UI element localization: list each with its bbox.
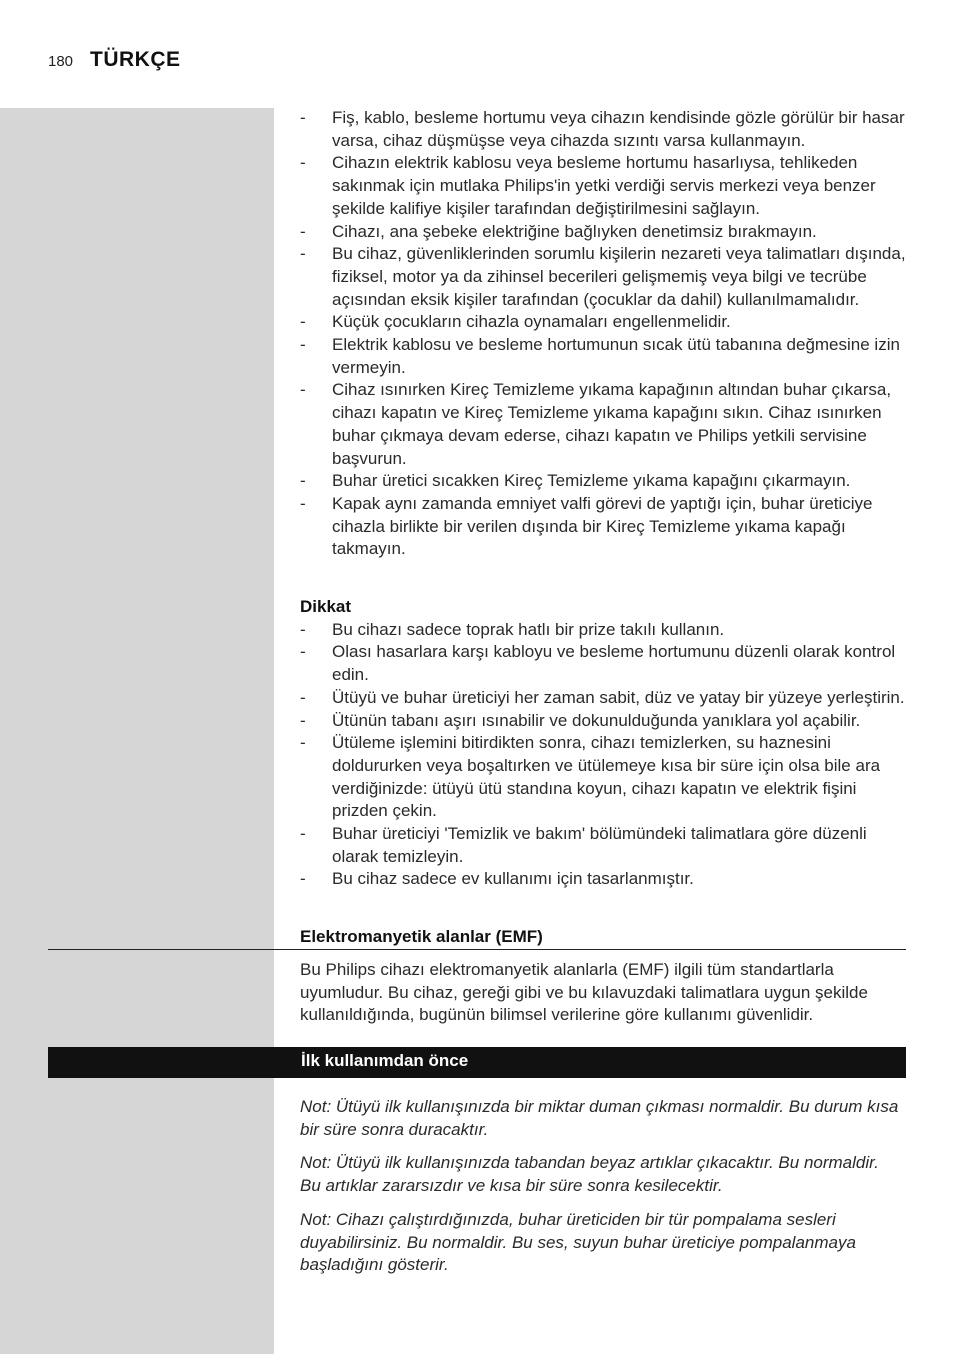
list-item: - Bu cihazı sadece toprak hatlı bir prize takılı kullanın. <box>300 619 910 642</box>
list-item: - Cihaz ısınırken Kireç Temizleme yıkama kapağının altından buhar çıkarsa, cihazı kapatın ve Kireç Temizleme yıkama kapağını sıkın. Cihaz ısınırken buhar çıkmaya devam ederse, cihazı kapatın ve Philips yetkili servisine başvurun. <box>300 379 910 470</box>
list-item: - Buhar üreticiyi 'Temizlik ve bakım' bölümündeki talimatlara göre düzenli olarak temizleyin. <box>300 823 910 868</box>
list-item: - Cihazı, ana şebeke elektriğine bağlıyken denetimsiz bırakmayın. <box>300 221 910 244</box>
caution-section <box>300 596 910 891</box>
caution-list <box>300 619 910 891</box>
list-item: - Ütüyü ve buhar üreticiyi her zaman sabit, düz ve yatay bir yüzeye yerleştirin. <box>300 687 910 710</box>
list-item: - Küçük çocukların cihazla oynamaları engellenmelidir. <box>300 311 910 334</box>
note-paragraph: Not: Cihazı çalıştırdığınızda, buhar üreticiden bir tür pompalama sesleri duyabilirsiniz. Bu normaldir. Bu ses, suyun buhar üreticiye pompalanmaya başladığını gösterir. <box>300 1209 856 1275</box>
left-margin-panel <box>0 108 274 1354</box>
emf-heading <box>300 926 910 949</box>
page-number: 180 <box>48 53 74 70</box>
list-item: - Fiş, kablo, besleme hortumu veya cihazın kendisinde gözle görülür bir hasar varsa, cihaz düşmüşse veya cihazda sızıntı varsa kullanmayın. <box>300 107 910 152</box>
language-title: TÜRKÇE <box>90 48 181 71</box>
warnings-list <box>300 107 910 561</box>
list-item: - Bu cihaz, güvenliklerinden sorumlu kişilerin nezareti veya talimatları dışında, fiziksel, motor ya da zihinsel becerileri gelişmemiş veya bilgi ve tecrübe açısından eksik kişiler tarafından (çocuklar da dahil) kullanılmamalıdır. <box>300 243 910 311</box>
emf-body: Bu Philips cihazı elektromanyetik alanlarla (EMF) ilgili tüm standartlarla uyumludur. Bu cihaz, gereği gibi ve bu kılavuzdaki talimatlara uygun şekilde kullanıldığında, bugünün bilimsel verilerine göre kullanımı güvenlidir. <box>300 960 868 1025</box>
note-paragraph: Not: Ütüyü ilk kullanışınızda tabandan beyaz artıklar çıkacaktır. Bu normaldir. Bu artıklar zararsızdır ve kısa bir süre sonra kesilecektir. <box>300 1153 879 1196</box>
caution-heading: Dikkat <box>300 597 352 616</box>
first-use-notes <box>300 1096 900 1288</box>
note-paragraph: Not: Ütüyü ilk kullanışınızda bir miktar duman çıkması normaldir. Bu durum kısa bir süre sonra duracaktır. <box>300 1097 899 1139</box>
first-use-title: İlk kullanımdan önce <box>301 1051 469 1070</box>
list-item: - Ütüleme işlemini bitirdikten sonra, cihazı temizlerken, su haznesini doldururken veya boşaltırken ve ütülemeye kısa bir süre için olsa bile ara verdiğinizde: ütüyü ütü standına koyun, cihazı kapatın ve elektrik fişini prizden çekin. <box>300 732 910 823</box>
list-item: - Buhar üretici sıcakken Kireç Temizleme yıkama kapağını çıkarmayın. <box>300 470 910 493</box>
list-item: - Elektrik kablosu ve besleme hortumunun sıcak ütü tabanına değmesine izin vermeyin. <box>300 334 910 379</box>
list-item: - Cihazın elektrik kablosu veya besleme hortumu hasarlıysa, tehlikeden sakınmak için mutlaka Philips'in yetki verdiği servis merkezi veya benzer şekilde kalifiye kişiler tarafından değiştirilmesini sağlayın. <box>300 152 910 220</box>
list-item: - Olası hasarlara karşı kabloyu ve besleme hortumunu düzenli olarak kontrol edin. <box>300 641 910 686</box>
emf-title: Elektromanyetik alanlar (EMF) <box>300 927 543 946</box>
list-item: - Kapak aynı zamanda emniyet valfi görevi de yaptığı için, buhar üreticiye cihazla birlikte bir verilen dışında bir Kireç Temizleme yıkama kapağı takmayın. <box>300 493 910 561</box>
section-divider <box>48 949 906 950</box>
section-header-bar <box>48 1047 906 1078</box>
list-item: - Bu cihaz sadece ev kullanımı için tasarlanmıştır. <box>300 868 910 891</box>
list-item: - Ütünün tabanı aşırı ısınabilir ve dokunulduğunda yanıklara yol açabilir. <box>300 710 910 733</box>
warnings-section <box>300 107 910 561</box>
